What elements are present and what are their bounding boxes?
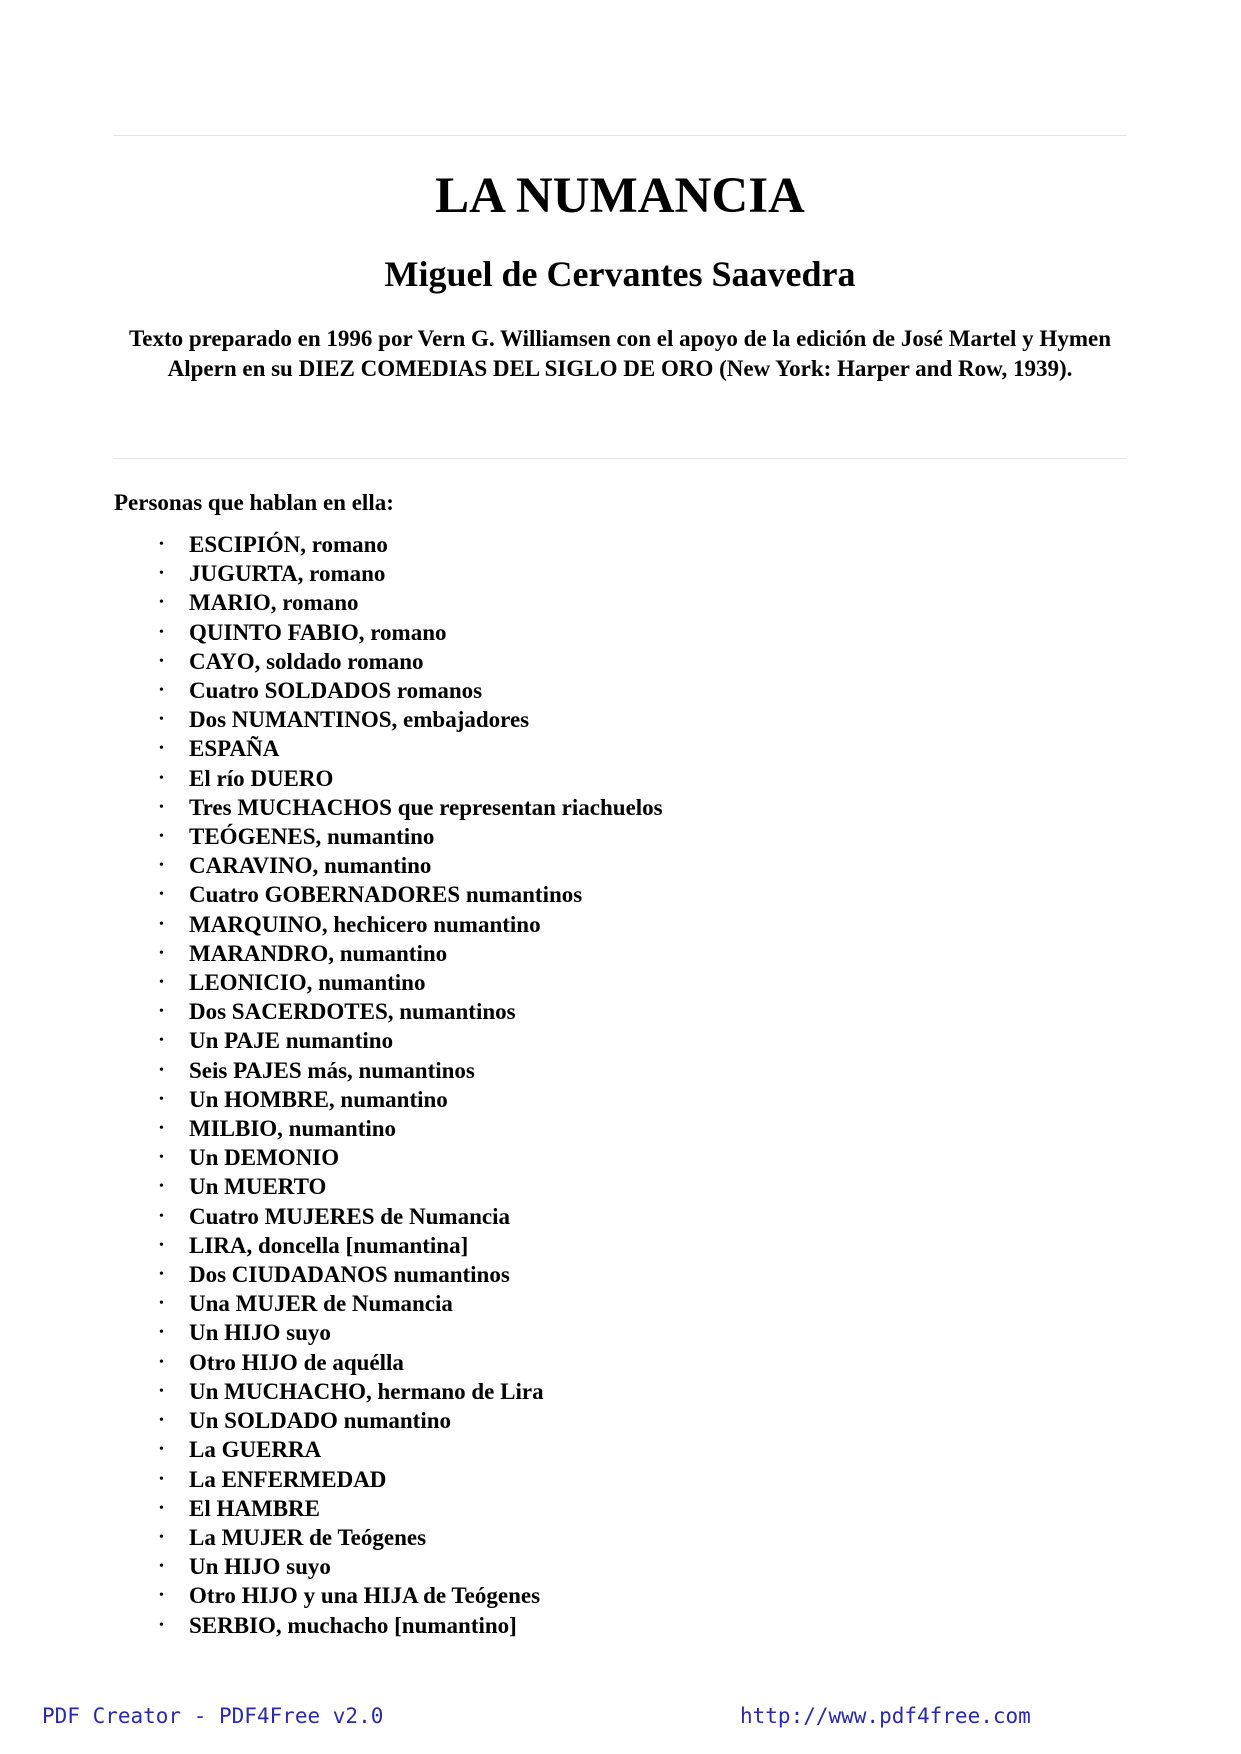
cast-member-name: Un MUERTO xyxy=(189,1174,327,1200)
cast-member-name: Un HOMBRE, numantino xyxy=(189,1086,448,1112)
cast-member-name: JUGURTA, romano xyxy=(189,561,386,587)
bullet-icon: • xyxy=(159,1033,164,1049)
cast-list-item xyxy=(159,530,663,559)
bullet-icon: • xyxy=(159,799,164,815)
top-divider xyxy=(113,135,1127,136)
bullet-icon: • xyxy=(159,1413,164,1429)
cast-member-name: Un DEMONIO xyxy=(189,1145,340,1171)
bullet-icon: • xyxy=(159,1500,164,1516)
cast-member-name: Tres MUCHACHOS que representan riachuelos xyxy=(189,794,663,820)
cast-list-item xyxy=(159,1114,663,1143)
bullet-icon: • xyxy=(159,916,164,932)
footer-url-link[interactable]: http://www.pdf4free.com xyxy=(740,1704,1031,1728)
cast-list-item xyxy=(159,705,663,734)
cast-list-item xyxy=(159,880,663,909)
bullet-icon: • xyxy=(159,1179,164,1195)
cast-member-name: Dos SACERDOTES, numantinos xyxy=(189,999,516,1025)
cast-member-name: MARIO, romano xyxy=(189,590,359,616)
cast-list xyxy=(159,530,663,1640)
document-author: Miguel de Cervantes Saavedra xyxy=(384,254,856,294)
cast-member-name: Otro HIJO de aquélla xyxy=(189,1349,404,1375)
cast-member-name: Cuatro GOBERNADORES numantinos xyxy=(189,882,583,908)
bullet-icon: • xyxy=(159,945,164,961)
bullet-icon: • xyxy=(159,1383,164,1399)
bullet-icon: • xyxy=(159,1062,164,1078)
bullet-icon: • xyxy=(159,1471,164,1487)
bullet-icon: • xyxy=(159,1091,164,1107)
cast-list-item xyxy=(159,588,663,617)
cast-list-item xyxy=(159,793,663,822)
cast-member-name: ESPAÑA xyxy=(189,736,280,762)
bullet-icon: • xyxy=(159,537,164,552)
bullet-icon: • xyxy=(159,1150,164,1166)
cast-list-item xyxy=(159,1231,663,1260)
cast-member-name: Otro HIJO y una HIJA de Teógenes xyxy=(189,1583,541,1609)
cast-list-item xyxy=(159,647,663,676)
cast-member-name: Cuatro SOLDADOS romanos xyxy=(189,678,483,704)
bullet-icon: • xyxy=(159,770,164,786)
cast-list-item xyxy=(159,1348,663,1377)
cast-list-item xyxy=(159,939,663,968)
cast-member-name: Cuatro MUJERES de Numancia xyxy=(189,1203,510,1229)
cast-list-item xyxy=(159,1026,663,1055)
bullet-icon: • xyxy=(159,1529,164,1545)
cast-list-item xyxy=(159,1406,663,1435)
cast-member-name: La MUJER de Teógenes xyxy=(189,1524,427,1550)
bullet-icon: • xyxy=(159,829,164,845)
cast-list-item xyxy=(159,1260,663,1289)
bullet-icon: • xyxy=(159,712,164,728)
cast-list-item xyxy=(159,1202,663,1231)
bullet-icon: • xyxy=(159,595,164,611)
cast-heading: Personas que hablan en ella: xyxy=(114,490,394,515)
cast-list-item xyxy=(159,1143,663,1172)
cast-list-item xyxy=(159,1581,663,1610)
cast-list-item xyxy=(159,1056,663,1085)
cast-list-item xyxy=(159,764,663,793)
bullet-icon: • xyxy=(159,1617,164,1633)
cast-member-name: La GUERRA xyxy=(189,1437,322,1463)
cast-list-item xyxy=(159,1552,663,1581)
cast-member-name: Un PAJE numantino xyxy=(189,1028,394,1054)
bullet-icon: • xyxy=(159,741,164,757)
cast-member-name: ESCIPIÓN, romano xyxy=(189,532,388,557)
bullet-icon: • xyxy=(159,1588,164,1604)
cast-member-name: El HAMBRE xyxy=(189,1495,320,1521)
cast-member-name: QUINTO FABIO, romano xyxy=(189,619,447,645)
bullet-icon: • xyxy=(159,1237,164,1253)
cast-list-item xyxy=(159,822,663,851)
cast-member-name: SERBIO, muchacho [numantino] xyxy=(189,1612,517,1638)
cast-member-name: LEONICIO, numantino xyxy=(189,970,426,996)
cast-list-item xyxy=(159,676,663,705)
bullet-icon: • xyxy=(159,1296,164,1312)
bullet-icon: • xyxy=(159,975,164,991)
cast-list-item xyxy=(159,1085,663,1114)
cast-member-name: La ENFERMEDAD xyxy=(189,1466,387,1492)
cast-list-item xyxy=(159,1465,663,1494)
cast-member-name: Un MUCHACHO, hermano de Lira xyxy=(189,1378,544,1404)
cast-list-item xyxy=(159,1318,663,1347)
bullet-icon: • xyxy=(159,1325,164,1341)
cast-member-name: TEÓGENES, numantino xyxy=(189,824,435,850)
cast-list-item xyxy=(159,1435,663,1464)
bullet-icon: • xyxy=(159,1559,164,1575)
cast-list-item xyxy=(159,1523,663,1552)
bullet-icon: • xyxy=(159,887,164,903)
bullet-icon: • xyxy=(159,653,164,669)
cast-list-item xyxy=(159,1377,663,1406)
section-divider xyxy=(113,458,1127,459)
cast-list-item xyxy=(159,968,663,997)
cast-member-name: LIRA, doncella [numantina] xyxy=(189,1232,469,1258)
cast-member-name: Una MUJER de Numancia xyxy=(189,1291,453,1317)
cast-list-item xyxy=(159,1494,663,1523)
cast-member-name: Seis PAJES más, numantinos xyxy=(189,1057,475,1083)
bullet-icon: • xyxy=(159,858,164,874)
cast-list-item xyxy=(159,618,663,647)
edition-note: Texto preparado en 1996 por Vern G. Williamsen con el apoyo de la edición de José Martel y Hymen Alpern en su DIEZ COMEDIAS DEL SIGLO DE ORO (New York: Harper and Row, 1939). xyxy=(129,326,1111,381)
cast-list-item xyxy=(159,851,663,880)
cast-list-item xyxy=(159,1172,663,1201)
cast-list-item xyxy=(159,997,663,1026)
cast-list-item xyxy=(159,910,663,939)
cast-member-name: MARANDRO, numantino xyxy=(189,940,448,966)
cast-member-name: Un HIJO suyo xyxy=(189,1320,331,1346)
bullet-icon: • xyxy=(159,683,164,699)
bullet-icon: • xyxy=(159,624,164,640)
cast-list-item xyxy=(159,1289,663,1318)
footer-creator: PDF Creator - PDF4Free v2.0 xyxy=(42,1704,384,1728)
cast-member-name: Dos CIUDADANOS numantinos xyxy=(189,1262,510,1288)
cast-member-name: Un HIJO suyo xyxy=(189,1554,331,1580)
document-title: LA NUMANCIA xyxy=(435,168,805,224)
cast-member-name: Dos NUMANTINOS, embajadores xyxy=(189,707,530,733)
bullet-icon: • xyxy=(159,1208,164,1224)
cast-member-name: El río DUERO xyxy=(189,765,334,791)
bullet-icon: • xyxy=(159,1004,164,1020)
cast-list-item xyxy=(159,1611,663,1640)
bullet-icon: • xyxy=(159,566,164,582)
bullet-icon: • xyxy=(159,1121,164,1137)
cast-member-name: MARQUINO, hechicero numantino xyxy=(189,911,541,937)
cast-list-item xyxy=(159,734,663,763)
cast-member-name: CAYO, soldado romano xyxy=(189,648,424,674)
cast-member-name: MILBIO, numantino xyxy=(189,1116,397,1142)
cast-member-name: Un SOLDADO numantino xyxy=(189,1408,452,1434)
cast-list-item xyxy=(159,559,663,588)
cast-member-name: CARAVINO, numantino xyxy=(189,853,432,879)
bullet-icon: • xyxy=(159,1354,164,1370)
bullet-icon: • xyxy=(159,1442,164,1458)
bullet-icon: • xyxy=(159,1267,164,1283)
